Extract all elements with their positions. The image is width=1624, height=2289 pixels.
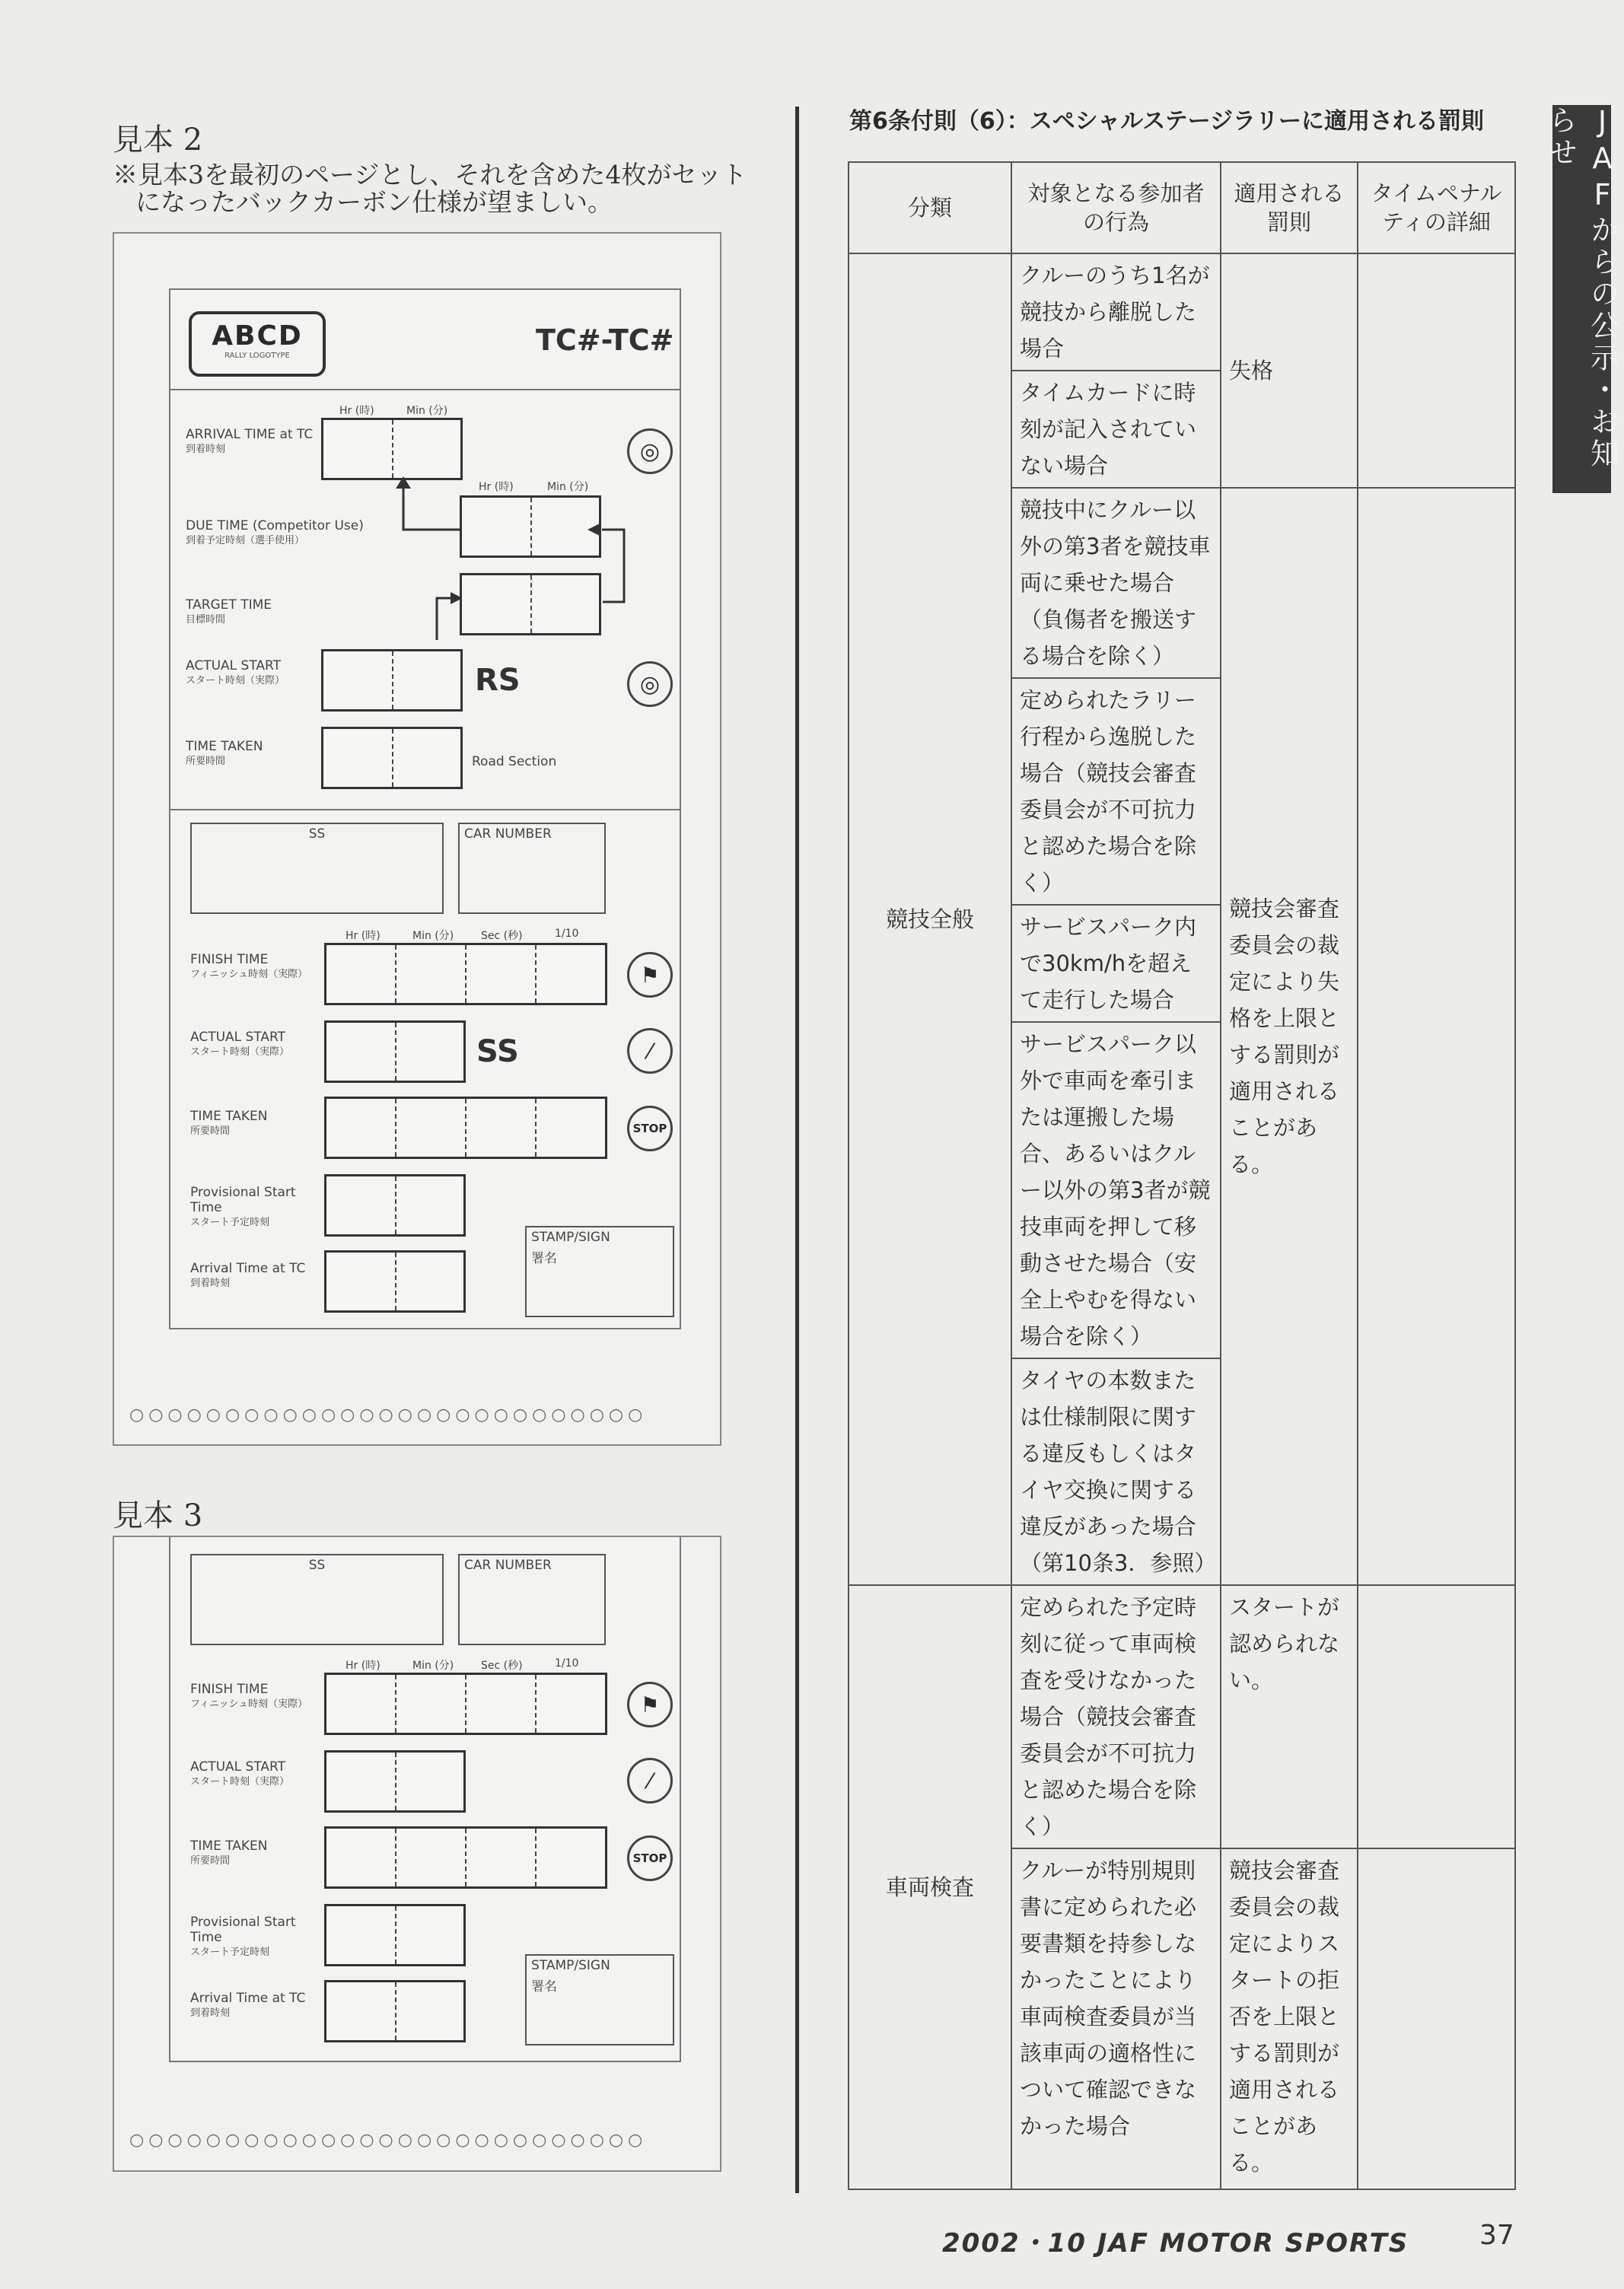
arrival-tc-label	[190, 1261, 327, 1291]
time-card-form-2	[169, 1537, 681, 2062]
table-title: 第6条付則（6）：スペシャルステージラリーに適用される罰則	[849, 108, 1485, 135]
ss-time-taken-label	[190, 1109, 327, 1139]
penalty-no-start: スタートが認められない。	[1221, 1585, 1358, 1848]
stamp-label-2-jp: 署名	[531, 1979, 557, 1995]
ss-box-2[interactable]	[190, 1554, 444, 1645]
provisional-label-jp: スタート予定時刻	[190, 1217, 270, 1228]
stamp-label-2: STAMP/SIGN	[531, 1958, 610, 1973]
binding-holes-2: ○○○○○○○○○○○○○○○○○○○○○○○○○○○	[129, 2131, 648, 2150]
finish-label-2-jp: フィニッシュ時刻（実際）	[190, 1698, 308, 1710]
ss-actual-start-box[interactable]	[324, 1020, 466, 1083]
sample2-note-line2: になったバックカーボン仕様が望ましい。	[135, 187, 613, 217]
sample3-heading: 見本 3	[113, 1498, 203, 1533]
ss-time-taken-en: TIME TAKEN	[190, 1109, 268, 1124]
min-header-3: Min (分)	[412, 930, 454, 942]
sample2-card	[113, 232, 721, 1446]
finish-label-en: FINISH TIME	[190, 952, 269, 967]
finish-label	[190, 952, 327, 982]
arrival-time-box[interactable]	[321, 418, 463, 480]
time-penalty-cell	[1358, 253, 1515, 488]
time-taken-label-en: TIME TAKEN	[186, 739, 263, 754]
ss-time-taken-box-2[interactable]	[324, 1826, 607, 1889]
actual-start-label-jp: スタート時刻（実際）	[186, 675, 285, 686]
page-number: 37	[1479, 2220, 1514, 2251]
provisional-label-2	[190, 1915, 327, 1960]
rs-label: RS	[475, 663, 521, 698]
tenth-header-2: 1/10	[555, 1657, 579, 1670]
ss-actual-start-jp: スタート時刻（実際）	[190, 1046, 290, 1058]
finish-label-2-en: FINISH TIME	[190, 1682, 269, 1697]
category-general: 競技全般	[849, 253, 1011, 1585]
arrival-label-jp: 到着時刻	[186, 444, 226, 455]
arrival-tc-label-en: Arrival Time at TC	[190, 1261, 306, 1276]
arrival-tc-label-2-jp: 到着時刻	[190, 2007, 231, 2019]
ss-box[interactable]	[190, 823, 444, 914]
arrival-tc-label-jp: 到着時刻	[190, 1278, 231, 1289]
header-penalty: 適用される罰則	[1221, 162, 1358, 253]
finish-label-2	[190, 1682, 327, 1712]
act-cell: 競技中にクルー以外の第3者を競技車両に乗せた場合（負傷者を搬送する場合を除く）	[1011, 488, 1221, 678]
sec-header: Sec (秒)	[481, 930, 523, 942]
time-taken-label-jp: 所要時間	[186, 756, 226, 767]
logo-subtitle: RALLY LOGOTYPE	[224, 352, 290, 360]
table-header-row	[849, 162, 1515, 253]
sample2-note-line1: ※見本3を最初のページとし、それを含めた4枚がセット	[113, 160, 747, 189]
divider	[170, 809, 680, 810]
ss-time-taken-2-jp: 所要時間	[190, 1855, 231, 1867]
arrival-tc-box[interactable]	[324, 1250, 466, 1313]
section-side-tab: JAFからの公示・お知らせ	[1552, 105, 1611, 493]
time-card-form	[169, 288, 681, 1329]
due-label-en: DUE TIME (Competitor Use)	[186, 518, 364, 533]
penalty-discretion: 競技会審査委員会の裁定により失格を上限とする罰則が適用されることがある。	[1221, 488, 1358, 1585]
ss-actual-start-en: ACTUAL START	[190, 1030, 285, 1045]
ss-time-taken-box[interactable]	[324, 1097, 607, 1159]
ss-actual-start-label	[190, 1030, 327, 1060]
finish-time-box-2[interactable]	[324, 1673, 607, 1735]
ss-box-label: SS	[308, 826, 326, 842]
car-number-label: CAR NUMBER	[464, 826, 552, 842]
act-cell: サービスパーク内で30km/hを超えて走行した場合	[1011, 905, 1221, 1022]
finish-time-box[interactable]	[324, 943, 607, 1005]
road-section-label: Road Section	[472, 754, 557, 769]
ss-actual-start-box-2[interactable]	[324, 1750, 466, 1813]
act-cell: サービスパーク以外で車両を牽引または運搬した場合、あるいはクルー以外の第3者が競技車両を押して移動させた場合（安全上やむを得ない場合を除く）	[1011, 1022, 1221, 1358]
arrival-label	[186, 427, 323, 457]
time-penalty-cell	[1358, 488, 1515, 1585]
car-number-box-2[interactable]	[458, 1554, 606, 1645]
hr-header-2: Hr (時)	[479, 481, 514, 493]
stamp-label-jp: 署名	[531, 1251, 557, 1266]
time-penalty-cell	[1358, 1585, 1515, 1848]
target-label	[186, 597, 323, 628]
actual-start-label	[186, 658, 323, 689]
ss-time-taken-jp: 所要時間	[190, 1125, 231, 1137]
penalty-table	[848, 161, 1516, 2190]
finish-label-jp: フィニッシュ時刻（実際）	[190, 969, 308, 980]
act-cell: タイヤの本数または仕様制限に関する違反もしくはタイヤ交換に関する違反があった場合（第10条3．参照）	[1011, 1358, 1221, 1585]
category-inspection: 車両検査	[849, 1585, 1011, 2189]
footer-magazine: 2002・10 JAF MOTOR SPORTS	[942, 2228, 1409, 2259]
penalty-disqualification: 失格	[1221, 253, 1358, 488]
act-cell: 定められた予定時刻に従って車両検査を受けなかった場合（競技会審査委員会が不可抗力と認めた場合を除く）	[1011, 1585, 1221, 1848]
hr-header-4: Hr (時)	[345, 1660, 381, 1672]
provisional-label-en: Provisional Start Time	[190, 1185, 296, 1215]
stop-icon-2: STOP	[627, 1835, 673, 1881]
tc-label: TC#-TC#	[536, 323, 674, 357]
time-taken-box[interactable]	[321, 727, 463, 789]
actual-start-box[interactable]	[321, 649, 463, 712]
table-row	[849, 1585, 1515, 1848]
min-header-4: Min (分)	[412, 1660, 454, 1672]
ss-actual-start-2-jp: スタート時刻（実際）	[190, 1776, 290, 1788]
ss-time-taken-2-en: TIME TAKEN	[190, 1839, 268, 1854]
header-category: 分類	[849, 162, 1011, 253]
logo-text: ABCD	[212, 320, 303, 352]
ss-label: SS	[476, 1034, 519, 1069]
hr-header: Hr (時)	[339, 405, 374, 417]
header-time-penalty: タイムペナルティの詳細	[1358, 162, 1515, 253]
sample3-card	[113, 1536, 721, 2172]
stamp-label: STAMP/SIGN	[531, 1230, 610, 1245]
actual-start-label-en: ACTUAL START	[186, 658, 281, 673]
binding-holes: ○○○○○○○○○○○○○○○○○○○○○○○○○○○	[129, 1406, 648, 1425]
provisional-label-2-jp: スタート予定時刻	[190, 1947, 270, 1958]
hr-header-3: Hr (時)	[345, 930, 381, 942]
rally-logo	[189, 311, 326, 377]
car-number-label-2: CAR NUMBER	[464, 1558, 552, 1573]
time-taken-label	[186, 739, 323, 769]
act-cell: タイムカードに時刻が記入されていない場合	[1011, 371, 1221, 488]
ss-actual-start-label-2	[190, 1759, 327, 1790]
start-icon: ⁄	[627, 1028, 673, 1074]
checkered-flag-icon: ⚑	[627, 952, 673, 998]
provisional-label	[190, 1185, 327, 1230]
tenth-header: 1/10	[555, 928, 579, 940]
min-header: Min (分)	[406, 405, 448, 417]
provisional-box[interactable]	[324, 1174, 466, 1237]
clock-icon-2: ◎	[627, 661, 673, 707]
act-cell: 定められたラリー行程から逸脱した場合（競技会審査委員会が不可抗力と認めた場合を除く）	[1011, 678, 1221, 905]
arrival-tc-box-2[interactable]	[324, 1980, 466, 2042]
start-icon-2: ⁄	[627, 1758, 673, 1804]
table-row	[849, 253, 1515, 371]
arrival-tc-label-2-en: Arrival Time at TC	[190, 1991, 306, 2006]
checkered-flag-icon-2: ⚑	[627, 1682, 673, 1727]
target-label-en: TARGET TIME	[186, 597, 272, 613]
act-cell: クルーのうち1名が競技から離脱した場合	[1011, 253, 1221, 371]
provisional-box-2[interactable]	[324, 1904, 466, 1966]
car-number-box[interactable]	[458, 823, 606, 914]
stop-icon: STOP	[627, 1106, 673, 1151]
act-cell: クルーが特別規則書に定められた必要書類を持参しなかったことにより車両検査委員が当該車両の適格性について確認できなかった場合	[1011, 1848, 1221, 2189]
provisional-label-2-en: Provisional Start Time	[190, 1915, 296, 1945]
stamp-box[interactable]	[525, 1226, 674, 1317]
stamp-box-2[interactable]	[525, 1954, 674, 2045]
ss-box-label-2: SS	[308, 1558, 326, 1573]
divider	[170, 389, 680, 390]
sample2-heading: 見本 2	[113, 123, 203, 158]
column-divider	[795, 107, 799, 2193]
ss-actual-start-2-en: ACTUAL START	[190, 1759, 285, 1775]
target-label-jp: 目標時間	[186, 614, 226, 626]
penalty-refuse-start: 競技会審査委員会の裁定によりスタートの拒否を上限とする罰則が適用されることがある。	[1221, 1848, 1358, 2189]
arrival-label-en: ARRIVAL TIME at TC	[186, 427, 314, 442]
arrival-tc-label-2	[190, 1991, 327, 2021]
sec-header-2: Sec (秒)	[481, 1660, 523, 1672]
ss-time-taken-label-2	[190, 1839, 327, 1869]
time-penalty-cell	[1358, 1848, 1515, 2189]
due-label	[186, 518, 391, 549]
target-time-box[interactable]	[460, 573, 601, 635]
clock-icon: ◎	[627, 428, 673, 474]
header-act: 対象となる参加者の行為	[1011, 162, 1221, 253]
min-header-2: Min (分)	[547, 481, 589, 493]
due-label-jp: 到着予定時刻（選手使用）	[186, 535, 305, 546]
